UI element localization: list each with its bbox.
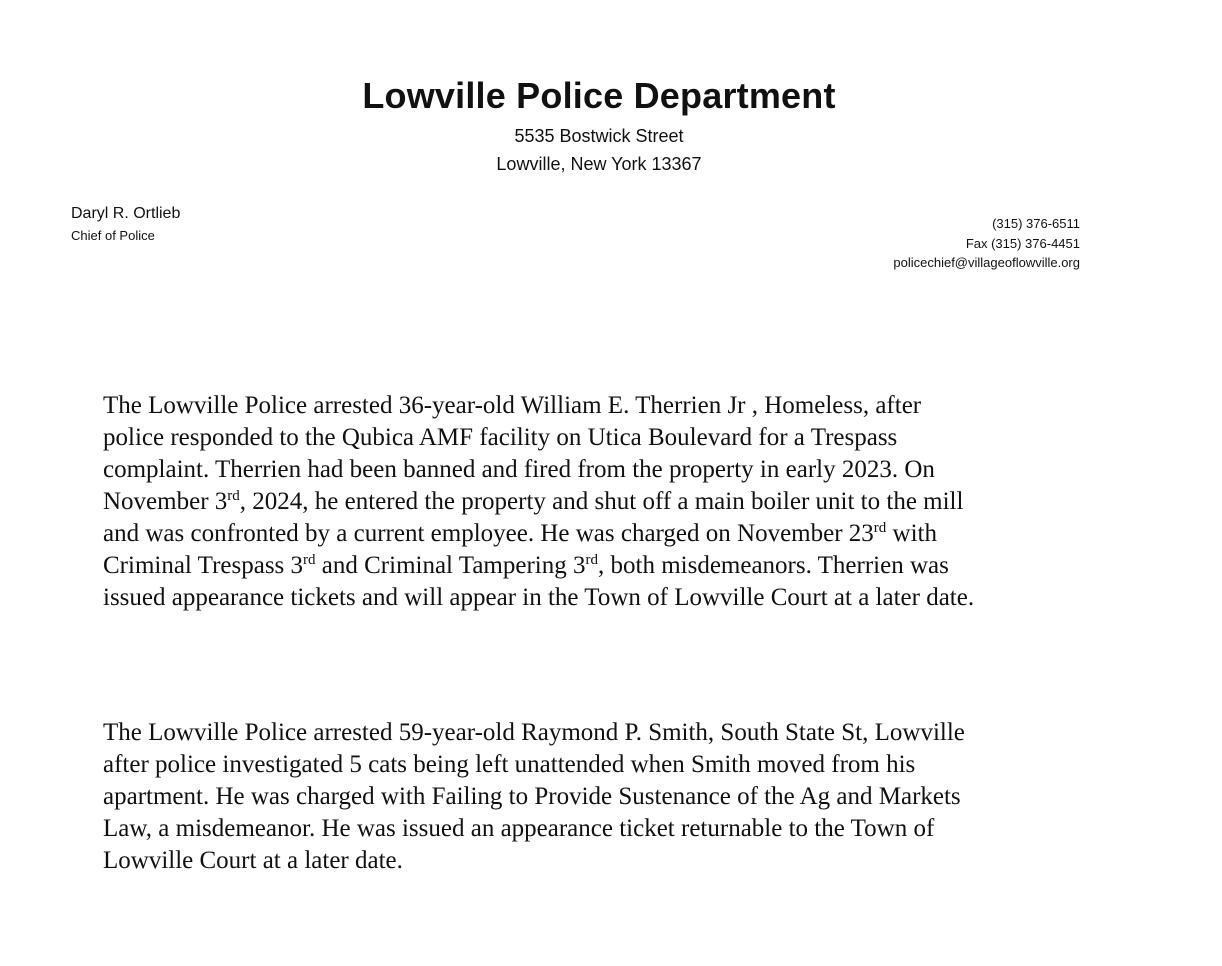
ordinal-suffix: rd — [873, 520, 887, 536]
paragraph-line: apartment. He was charged with Failing to Provide Sustenance of the Ag and Markets — [103, 783, 961, 810]
line-text: and was confronted by a current employee. He was charged on November 23 — [103, 520, 874, 547]
department-name: Lowville Police Department — [362, 75, 836, 116]
contact-block — [893, 214, 1080, 273]
ordinal-suffix: rd — [303, 552, 316, 568]
paragraph-line: Law, a misdemeanor. He was issued an appearance ticket returnable to the Town of — [103, 815, 935, 842]
paragraph-line: Lowville Court at a later date. — [103, 847, 403, 874]
paragraph-line — [103, 518, 1103, 550]
ordinal-suffix: rd — [227, 488, 240, 504]
chief-title: Chief of Police — [71, 228, 155, 243]
paragraph-line: The Lowville Police arrested 36-year-old William E. Therrien Jr , Homeless, after — [103, 392, 922, 419]
line-text: , both misdemeanors. Therrien was — [598, 552, 949, 579]
line-text: November 3 — [103, 488, 228, 515]
paragraph-line: issued appearance tickets and will appear in the Town of Lowville Court at a later date. — [103, 584, 975, 611]
chief-name: Daryl R. Ortlieb — [71, 205, 181, 222]
fax-number: Fax (315) 376-4451 — [965, 235, 1080, 251]
line-text: and Criminal Tampering 3 — [315, 552, 586, 579]
line-text: Criminal Trespass 3 — [103, 552, 304, 579]
email-address: policechief@villageoflowville.org — [893, 255, 1080, 270]
paragraph-line — [103, 550, 1103, 582]
release-paragraph-smith — [103, 717, 1103, 877]
phone-number: (315) 376-6511 — [992, 216, 1080, 231]
release-paragraph-therrien — [103, 390, 1103, 614]
ordinal-suffix: rd — [585, 552, 598, 568]
city-state-zip: Lowville, New York 13367 — [496, 154, 702, 174]
street-address: 5535 Bostwick Street — [514, 126, 684, 146]
paragraph-line: police responded to the Qubica AMF facility on Utica Boulevard for a Trespass — [103, 424, 898, 451]
paragraph-line: The Lowville Police arrested 59-year-old Raymond P. Smith, South State St, Lowville — [103, 719, 965, 746]
paragraph-line — [103, 486, 1103, 518]
line-text: with — [886, 520, 937, 547]
paragraph-line: after police investigated 5 cats being left unattended when Smith moved from his — [103, 751, 916, 778]
line-text: , 2024, he entered the property and shut off a main boiler unit to the mill — [239, 488, 964, 515]
paragraph-line: complaint. Therrien had been banned and fired from the property in early 2023. On — [103, 456, 935, 483]
